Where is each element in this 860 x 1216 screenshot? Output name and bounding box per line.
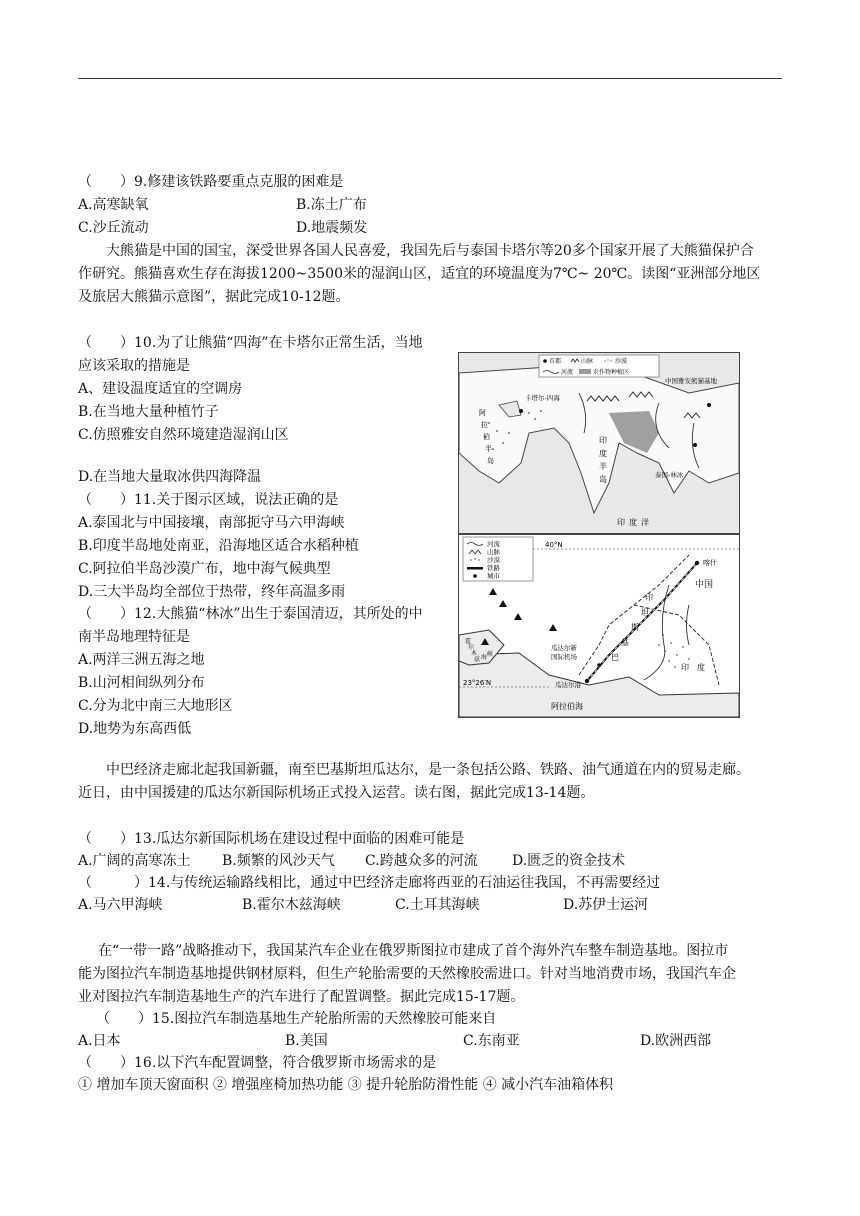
map2-hormuz-char-6: 峡 (487, 651, 494, 658)
map2-legend-railway: 铁路 (487, 564, 500, 572)
map2-hormuz-char-4: 兹 (474, 656, 481, 663)
map2-hormuz-char-3: 木 (471, 650, 478, 657)
map1-legend-desert: 沙漠 (615, 358, 628, 365)
q12-option-d: D.地势为东高西低 (78, 721, 192, 737)
q13-option-b: B.频繁的风沙天气 (222, 853, 335, 869)
q12-option-b: B.山河相间纵列分布 (78, 675, 205, 691)
q10-option-b: B.在当地大量种植竹子 (78, 404, 219, 420)
map1-arabia-char-2: 拉 (481, 421, 488, 429)
q13-option-c: C.跨越众多的河流 (365, 853, 478, 869)
map1-india-char-1: 印 (599, 436, 607, 445)
q14-stem: （ ）14.与传统运输路线相比，通过中巴经济走廊将西亚的石油运往我国，不再需要经过 (78, 875, 661, 891)
q11-option-c: C.阿拉伯半岛沙漠广布，地中海气候典型 (78, 561, 331, 577)
map2-hormuz-char-1: 霍 (465, 638, 472, 645)
q9-option-b: B.冻土广布 (296, 197, 367, 213)
map2-india-label: 印 度 (681, 663, 705, 672)
map2-pakistan-char-1: 巴 (611, 653, 619, 662)
q9-option-d: D.地震频发 (296, 220, 368, 236)
panda-intro-line2: 作研究。熊猫喜欢生存在海拔1200~3500米的湿润山区，适宜的环境温度为7℃~ 20℃。读图“亚洲部分地区 (78, 266, 761, 282)
map2-legend-river: 河流 (487, 540, 500, 548)
q15-option-c: C.东南亚 (463, 1033, 520, 1049)
q9-stem: （ ）9.修建该铁路要重点克服的困难是 (78, 174, 344, 190)
q10-stem-line1: （ ）10.为了让熊猫“四海”在卡塔尔正常生活，当地 (78, 335, 423, 351)
cpec-map (458, 534, 740, 718)
map2-hormuz-char-2: 尔 (468, 644, 475, 651)
q16-stem: （ ）16.以下汽车配置调整，符合俄罗斯市场需求的是 (78, 1055, 437, 1071)
header-rule (78, 78, 782, 79)
q10-option-c: C.仿照雅安自然环境建造湿润山区 (78, 427, 289, 443)
q14-option-b: B.霍尔木兹海峡 (242, 897, 341, 913)
map2-legend-mountain: 山脉 (487, 548, 500, 556)
auto-intro-line3: 业对图拉汽车制造基地生产的汽车进行了配置调整。据此完成15-17题。 (78, 989, 525, 1005)
map2-pakistan-char-2: 基 (621, 638, 629, 647)
map1-qatar-label: 卡塔尔-四海 (525, 394, 560, 402)
map2-pakistan-char-5: 印 (645, 593, 653, 602)
q15-option-b: B.美国 (285, 1033, 328, 1049)
auto-intro-line1: 在“一带一路”战略推动下，我国某汽车企业在俄罗斯图拉市建成了首个海外汽车整车制造基地。图拉市 (98, 943, 729, 959)
map2-lat-top-label: 40°N (545, 541, 563, 549)
map1-arabia-char-3: 伯 (483, 433, 490, 441)
map2-kashgar-label: 喀什 (703, 559, 717, 567)
q13-option-a: A.广阔的高寒冻土 (78, 853, 191, 869)
q15-option-d: D.欧洲西部 (640, 1033, 712, 1049)
map1-legend-capital: 首都 (549, 358, 562, 365)
map1-legend-river: 河流 (561, 369, 574, 376)
map2-pakistan-char-3: 斯 (631, 623, 639, 632)
q10-stem-line2: 应该采取的措施是 (78, 358, 190, 374)
cpec-intro-line2: 近日，由中国援建的瓜达尔新国际机场正式投入运营。读右图，据此完成13-14题。 (78, 785, 595, 801)
q11-option-a: A.泰国北与中国接壤，南部扼守马六甲海峡 (78, 515, 345, 531)
map2-arabian-sea-label: 阿拉伯海 (551, 702, 583, 711)
q14-option-a: A.马六甲海峡 (78, 897, 163, 913)
map1-arabia-char-5: 岛 (487, 457, 494, 465)
q12-option-a: A.两洋三洲五海之地 (78, 652, 205, 668)
q10-option-a: A、建设温度适宜的空调房 (78, 381, 243, 397)
map1-india-char-2: 度 (599, 449, 607, 458)
q12-stem-line1: （ ）12.大熊猫“林冰”出生于泰国清迈，其所处的中 (78, 606, 423, 622)
map2-pakistan-char-4: 坦 (641, 608, 649, 617)
auto-intro-line2: 能为图拉汽车制造基地提供钢材原料，但生产轮胎需要的天然橡胶需进口。针对当地消费市场，我国汽车企 (78, 966, 736, 982)
q14-option-d: D.苏伊士运河 (563, 897, 649, 913)
q14-option-c: C.土耳其海峡 (395, 897, 480, 913)
map1-legend-crop: 农作物种植区 (593, 369, 630, 376)
map1-thailand-label: 泰国-林冰 (655, 471, 684, 479)
panda-intro-line3: 及旅居大熊猫示意图”，据此完成10-12题。 (78, 289, 350, 305)
q15-option-a: A.日本 (78, 1033, 121, 1049)
map1-ocean-label: 印度洋 (617, 518, 653, 527)
map2-china-label: 中国 (695, 580, 714, 590)
q12-option-c: C.分为北中南三大地形区 (78, 698, 233, 714)
map1-india-char-3: 半 (599, 462, 607, 471)
cpec-intro-line1: 中巴经济走廊北起我国新疆，南至巴基斯坦瓜达尔，是一条包括公路、铁路、油气通道在内的贸易走廊。 (106, 762, 750, 778)
q9-option-a: A.高寒缺氧 (78, 197, 149, 213)
q9-option-c: C.沙丘流动 (78, 220, 149, 236)
q13-option-d: D.匮乏的资金技术 (512, 853, 626, 869)
map2-legend-desert: 沙漠 (487, 556, 500, 564)
map1-legend-mountain: 山脉 (581, 358, 594, 365)
asia-panda-map (458, 352, 740, 534)
map2-lat-bottom-label: 23°26′N (463, 679, 492, 687)
map1-arabia-char-4: 半 (485, 445, 492, 453)
map1-panda-base-label: 中国雅安熊猫基地 (665, 377, 717, 385)
q12-stem-line2: 南半岛地理特征是 (78, 629, 190, 645)
map1-india-char-4: 岛 (599, 475, 607, 484)
q15-stem: （ ）15.图拉汽车制造基地生产轮胎所需的天然橡胶可能来自 (96, 1011, 497, 1027)
q11-option-d: D.三大半岛均全部位于热带，终年高温多雨 (78, 584, 346, 600)
q16-choices: ① 增加车顶天窗面积 ② 增强座椅加热功能 ③ 提升轮胎防滑性能 ④ 减小汽车油箱体积 (78, 1077, 614, 1093)
panda-intro-line1: 大熊猫是中国的国宝，深受世界各国人民喜爱，我国先后与泰国卡塔尔等20多个国家开展了大熊猫保护合 (106, 243, 754, 259)
q10-option-d: D.在当地大量取冰供四海降温 (78, 469, 262, 485)
q11-option-b: B.印度半岛地处南亚，沿海地区适合水稻种植 (78, 538, 359, 554)
map2-hormuz-char-5: 海 (481, 654, 488, 661)
q13-stem: （ ）13.瓜达尔新国际机场在建设过程中面临的困难可能是 (78, 831, 465, 847)
q11-stem: （ ）11.关于图示区域，说法正确的是 (78, 492, 339, 508)
map2-gwadar-airport-line2: 国际机场 (551, 653, 577, 661)
map2-legend-city: 城市 (487, 572, 500, 580)
map2-gwadar-airport-line1: 瓜达尔新 (551, 644, 577, 652)
map2-gwadar-port-label: 瓜达尔港 (555, 681, 581, 689)
map1-arabia-char-1: 阿 (479, 409, 486, 417)
